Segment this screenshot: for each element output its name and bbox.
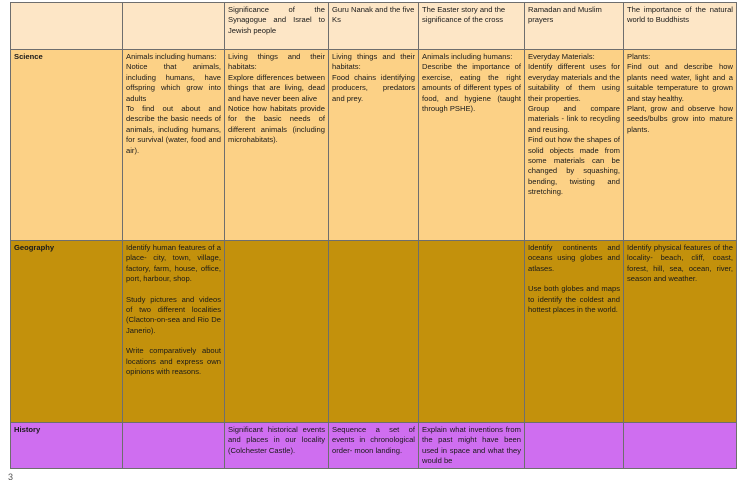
science-cell-5-text-4: Find out how the shapes of solid objects made from some materials can be changed by squashing, bending, twisting and stretching. (528, 135, 620, 197)
history-cell-3 (329, 423, 419, 469)
header-cell-christianity: The Easter story and the significance of the cross (419, 3, 525, 50)
header-cell-sikhism: Guru Nanak and the five Ks (329, 3, 419, 50)
science-cell-5-text-3: Group and compare materials - link to recycling and reusing. (528, 104, 620, 134)
history-cell-4-text-1: Explain what inventions from the past might have been used in space and what they would be (422, 425, 521, 466)
subject-label-geography: Geography (11, 241, 123, 423)
history-row (11, 423, 737, 469)
geography-cell-5 (525, 241, 624, 423)
subject-label-science: Science (11, 50, 123, 241)
science-cell-4 (419, 50, 525, 241)
geography-cell-1-text-1: Identify human features of a place- city, town, village, factory, farm, house, office, port, harbour, shop. (126, 243, 221, 284)
history-cell-1 (123, 423, 225, 469)
subject-label-history: History (11, 423, 123, 469)
science-cell-3 (329, 50, 419, 241)
science-cell-2-text-1: Living things and their habitats: (228, 52, 325, 72)
page-number: 3 (8, 472, 14, 482)
science-cell-5 (525, 50, 624, 241)
history-cell-4 (419, 423, 525, 469)
geography-cell-5-text-2: Use both globes and maps to identify the coldest and hottest places in the world. (528, 284, 620, 315)
science-cell-6-text-2: Find out and describe how plants need water, light and a suitable temperature to grown and stay healthy. (627, 62, 733, 103)
science-cell-6-text-1: Plants: (627, 52, 651, 61)
header-cell-islam: Ramadan and Muslim prayers (525, 3, 624, 50)
history-cell-6 (624, 423, 737, 469)
geography-cell-1-text-3: Write comparatively about locations and express own opinions with reasons. (126, 346, 221, 377)
geography-cell-3 (329, 241, 419, 423)
science-cell-3-text-1: Living things and their habitats: (332, 52, 415, 72)
science-cell-6 (624, 50, 737, 241)
science-cell-4-text-1: Animals including humans: (422, 52, 513, 61)
geography-cell-6 (624, 241, 737, 423)
geography-cell-6-text-1: Identify physical features of the locality- beach, cliff, coast, forest, hill, sea, ocean, river, season and weather. (627, 243, 733, 284)
science-cell-2-text-2: Explore differences between things that are living, dead and have never been alive (228, 72, 325, 103)
science-cell-3-text-2: Food chains identifying producers, predators and prey. (332, 72, 415, 103)
geography-cell-4 (419, 241, 525, 423)
science-cell-6-text-3: Plant, grow and observe how seeds/bulbs grow into mature plants. (627, 104, 733, 134)
science-cell-1 (123, 50, 225, 241)
history-cell-3-text-1: Sequence a set of events in chronological order- moon landing. (332, 425, 415, 455)
history-cell-2-text-1: Significant historical events and places in our locality (Colchester Castle). (228, 425, 325, 455)
science-cell-2-text-3: Notice how habitats provide for the basic needs of different animals (including microhabitats). (228, 104, 325, 145)
science-cell-1-text-3: To find out about and describe the basic needs of animals, including humans, for survival (water, food and air). (126, 104, 221, 155)
curriculum-table (10, 2, 737, 469)
history-cell-5 (525, 423, 624, 469)
header-row (11, 3, 737, 50)
science-cell-4-text-2: Describe the importance of exercise, eating the right amounts of different types of food, and hygiene (taught through PSHE). (422, 62, 521, 114)
science-cell-5-text-1: Everyday Materials: (528, 52, 595, 61)
science-cell-1-text-1: Animals including humans: (126, 52, 217, 61)
science-row (11, 50, 737, 241)
geography-cell-1-text-2: Study pictures and videos of two different localities (Clacton-on-sea and Rio De Janerio). (126, 294, 221, 335)
header-cell-blank-2 (123, 3, 225, 50)
geography-row (11, 241, 737, 423)
header-cell-buddhism: The importance of the natural world to Buddhists (624, 3, 737, 50)
header-cell-blank (11, 3, 123, 50)
science-cell-5-text-2: Identify different uses for everyday materials and the suitability of them using their properties. (528, 62, 620, 103)
science-cell-1-text-2: Notice that animals, including humans, have offspring which grow into adults (126, 62, 221, 103)
history-cell-2 (225, 423, 329, 469)
geography-cell-1 (123, 241, 225, 423)
header-cell-judaism: Significance of the Synagogue and Israel to Jewish people (225, 3, 329, 50)
geography-cell-5-text-1: Identify continents and oceans using globes and atlases. (528, 243, 620, 273)
science-cell-2 (225, 50, 329, 241)
geography-cell-2 (225, 241, 329, 423)
